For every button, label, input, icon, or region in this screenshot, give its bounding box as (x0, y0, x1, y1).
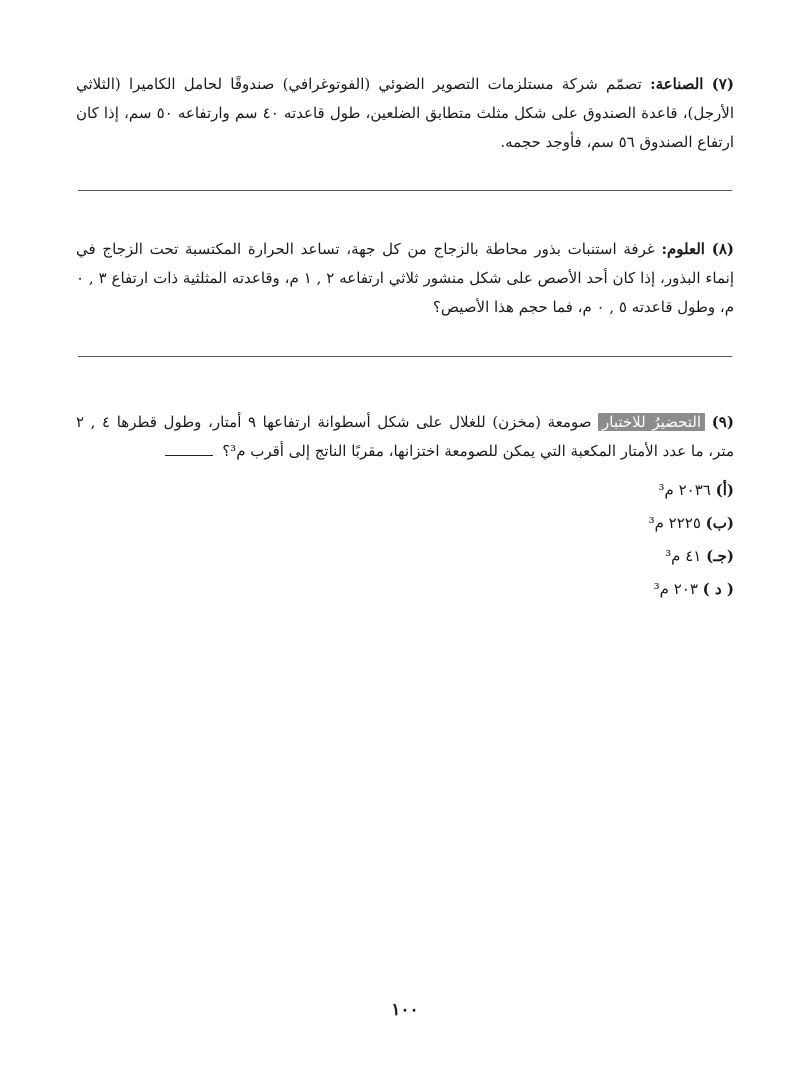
problem-number: (٧) (711, 75, 734, 93)
divider (78, 356, 732, 357)
problem-text: غرفة استنبات بذور محاطة بالزجاج من كل جهة، تساعد الحرارة المكتسبة تحت الزجاج في إنماء البذور، إذا كان أحد الأصص على شكل منشور ثلاثي ارتفاعه ٢ , ١ م، وقاعدته المثلثية ذات ارتفاع ٣ , ٠ م، وطول قاعدته ٥ , ٠ م، فما حجم هذا الأصيص؟ (76, 240, 734, 316)
problem-7-paragraph (76, 70, 734, 157)
page-number: ١٠٠ (391, 1000, 419, 1020)
choice-label: (أ) (715, 481, 734, 499)
answer-choices (76, 474, 734, 606)
divider (78, 190, 732, 191)
problem-topic: العلوم: (661, 240, 705, 258)
choice-item[interactable] (76, 573, 734, 606)
problem-number: (٨) (711, 240, 734, 258)
problem-7 (76, 70, 734, 157)
problem-text: تصمّم شركة مستلزمات التصوير الضوئي (الفوتوغرافي) صندوقًا لحامل الكاميرا (الثلاثي الأرجل)، قاعدة الصندوق على شكل مثلث متطابق الضلعين، طول قاعدته ٤٠ سم وارتفاعه ٥٠ سم، إذا كان ارتفاع الصندوق ٥٦ سم، فأوجد حجمه. (76, 75, 734, 151)
problem-text: صومعة (مخزن) للغلال على شكل أسطوانة ارتفاعها ٩ أمتار، وطول قطرها ٤ , ٢ متر، ما عدد الأمتار المكعبة التي يمكن للصومعة اختزانها، مقربًا الناتج إلى أقرب م³؟ (76, 413, 734, 460)
problem-topic: الصناعة: (650, 75, 704, 93)
choice-item[interactable] (76, 540, 734, 573)
problem-number: (٩) (711, 413, 734, 431)
choice-label: (ب) (705, 514, 734, 532)
choice-item[interactable] (76, 507, 734, 540)
problem-8-paragraph (76, 235, 734, 322)
choice-label: (جـ) (706, 547, 734, 565)
test-prep-badge: التحضيرُ للاختبار (598, 413, 705, 431)
choice-label: ( د ) (702, 580, 734, 598)
choice-value: ٢٠٣ م³ (653, 580, 698, 598)
choice-value: ٢٢٢٥ م³ (648, 514, 701, 532)
answer-blank[interactable] (165, 455, 213, 456)
choice-value: ٤١ م³ (665, 547, 702, 565)
problem-9 (76, 408, 734, 606)
choice-value: ٢٠٣٦ م³ (658, 481, 711, 499)
problem-8 (76, 235, 734, 322)
problem-9-paragraph (76, 408, 734, 466)
choice-item[interactable] (76, 474, 734, 507)
